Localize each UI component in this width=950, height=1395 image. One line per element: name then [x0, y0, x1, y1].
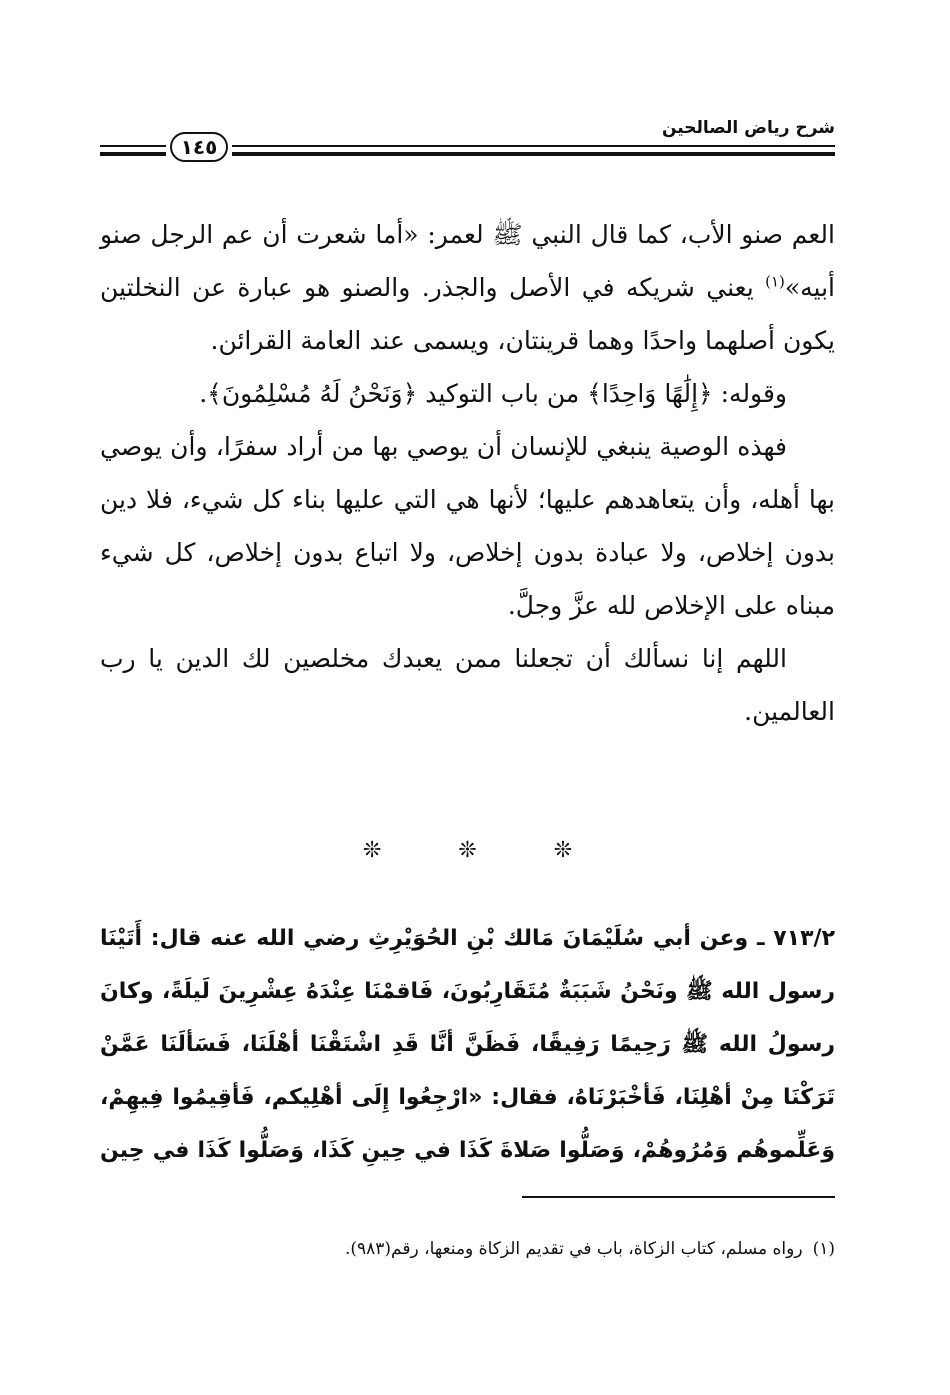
page-header	[100, 112, 835, 162]
paragraph-2: وقوله: ﴿إِلَٰهًا وَاحِدًا﴾ من باب التوكيد ﴿وَنَحْنُ لَهُ مُسْلِمُونَ﴾.	[199, 379, 787, 408]
paragraph-1	[100, 208, 835, 367]
footnote-rule	[522, 1196, 835, 1198]
paragraph-1-text: العم صنو الأب، كما قال النبي ﷺ لعمر: «أما شعرت أن عم الرجل صنو أبيه»	[100, 220, 836, 302]
hadith-text	[100, 912, 835, 1177]
hadith-paragraph: ٧١٣/٢ ـ وعن أبي سُلَيْمَانَ مَالك بْنِ الحُوَيْرِثِ رضي الله عنه قال: أَتَيْنَا رسول الله ﷺ ونَحْنُ شَبَبَةٌ مُتَقَارِبُونَ، فَاقمْنَا عِنْدَهُ عِشْرِينَ لَيلَةً، وكانَ رسولُ الله ﷺ رَحِيمًا رَفِيقًا، فَظَنَّ أنَّا قَدِ اشْتَقْنَا أهْلَنَا، فَسَألَنَا عَمَّنْ تَرَكْنَا مِنْ أهْلِنَا، فَأخْبَرْنَاهُ، فقال: «ارْجِعُوا إِلَى أهْلِيكم، فَأقِيمُوا فِيهِمْ، وَعَلِّموهُم وَمُرُوهُمْ، وَصَلُّوا صَلاةَ كَذَا في حِينِ كَذَا، وَصَلُّوا كَذَا في حِين	[100, 926, 835, 1163]
section-separator: ❊ ❊ ❊	[362, 838, 573, 863]
page-number: ١٤٥	[170, 132, 228, 162]
header-rule-left	[100, 145, 166, 156]
footnote-ref: (١)	[765, 272, 785, 291]
paragraph-3: فهذه الوصية ينبغي للإنسان أن يوصي بها من أراد سفرًا، وأن يوصي بها أهله، وأن يتعاهدهم عليها؛ لأنها هي التي عليها بناء كل شيء، فلا دين بدون إخلاص، ولا عبادة بدون إخلاص، ولا اتباع بدون إخلاص، كل شيء مبناه على الإخلاص لله عزَّ وجلَّ.	[100, 432, 835, 620]
commentary-text	[100, 208, 835, 738]
book-title: شرح رياض الصالحين	[661, 118, 835, 138]
footnote-number: (١)	[812, 1239, 835, 1259]
paragraph-4: اللهم إنا نسألك أن تجعلنا ممن يعبدك مخلصين لك الدين يا رب العالمين.	[100, 644, 835, 726]
footnote-text: رواه مسلم، كتاب الزكاة، باب في تقديم الزكاة ومنعها، رقم(٩٨٣).	[344, 1239, 803, 1259]
header-rule-right	[232, 145, 835, 156]
footnote	[100, 1234, 835, 1264]
paragraph-1-cont: يعني شريكه في الأصل والجذر. والصنو هو عبارة عن النخلتين يكون أصلهما واحدًا وهما قرينتان، ويسمى عند العامة القرائن.	[100, 273, 835, 355]
